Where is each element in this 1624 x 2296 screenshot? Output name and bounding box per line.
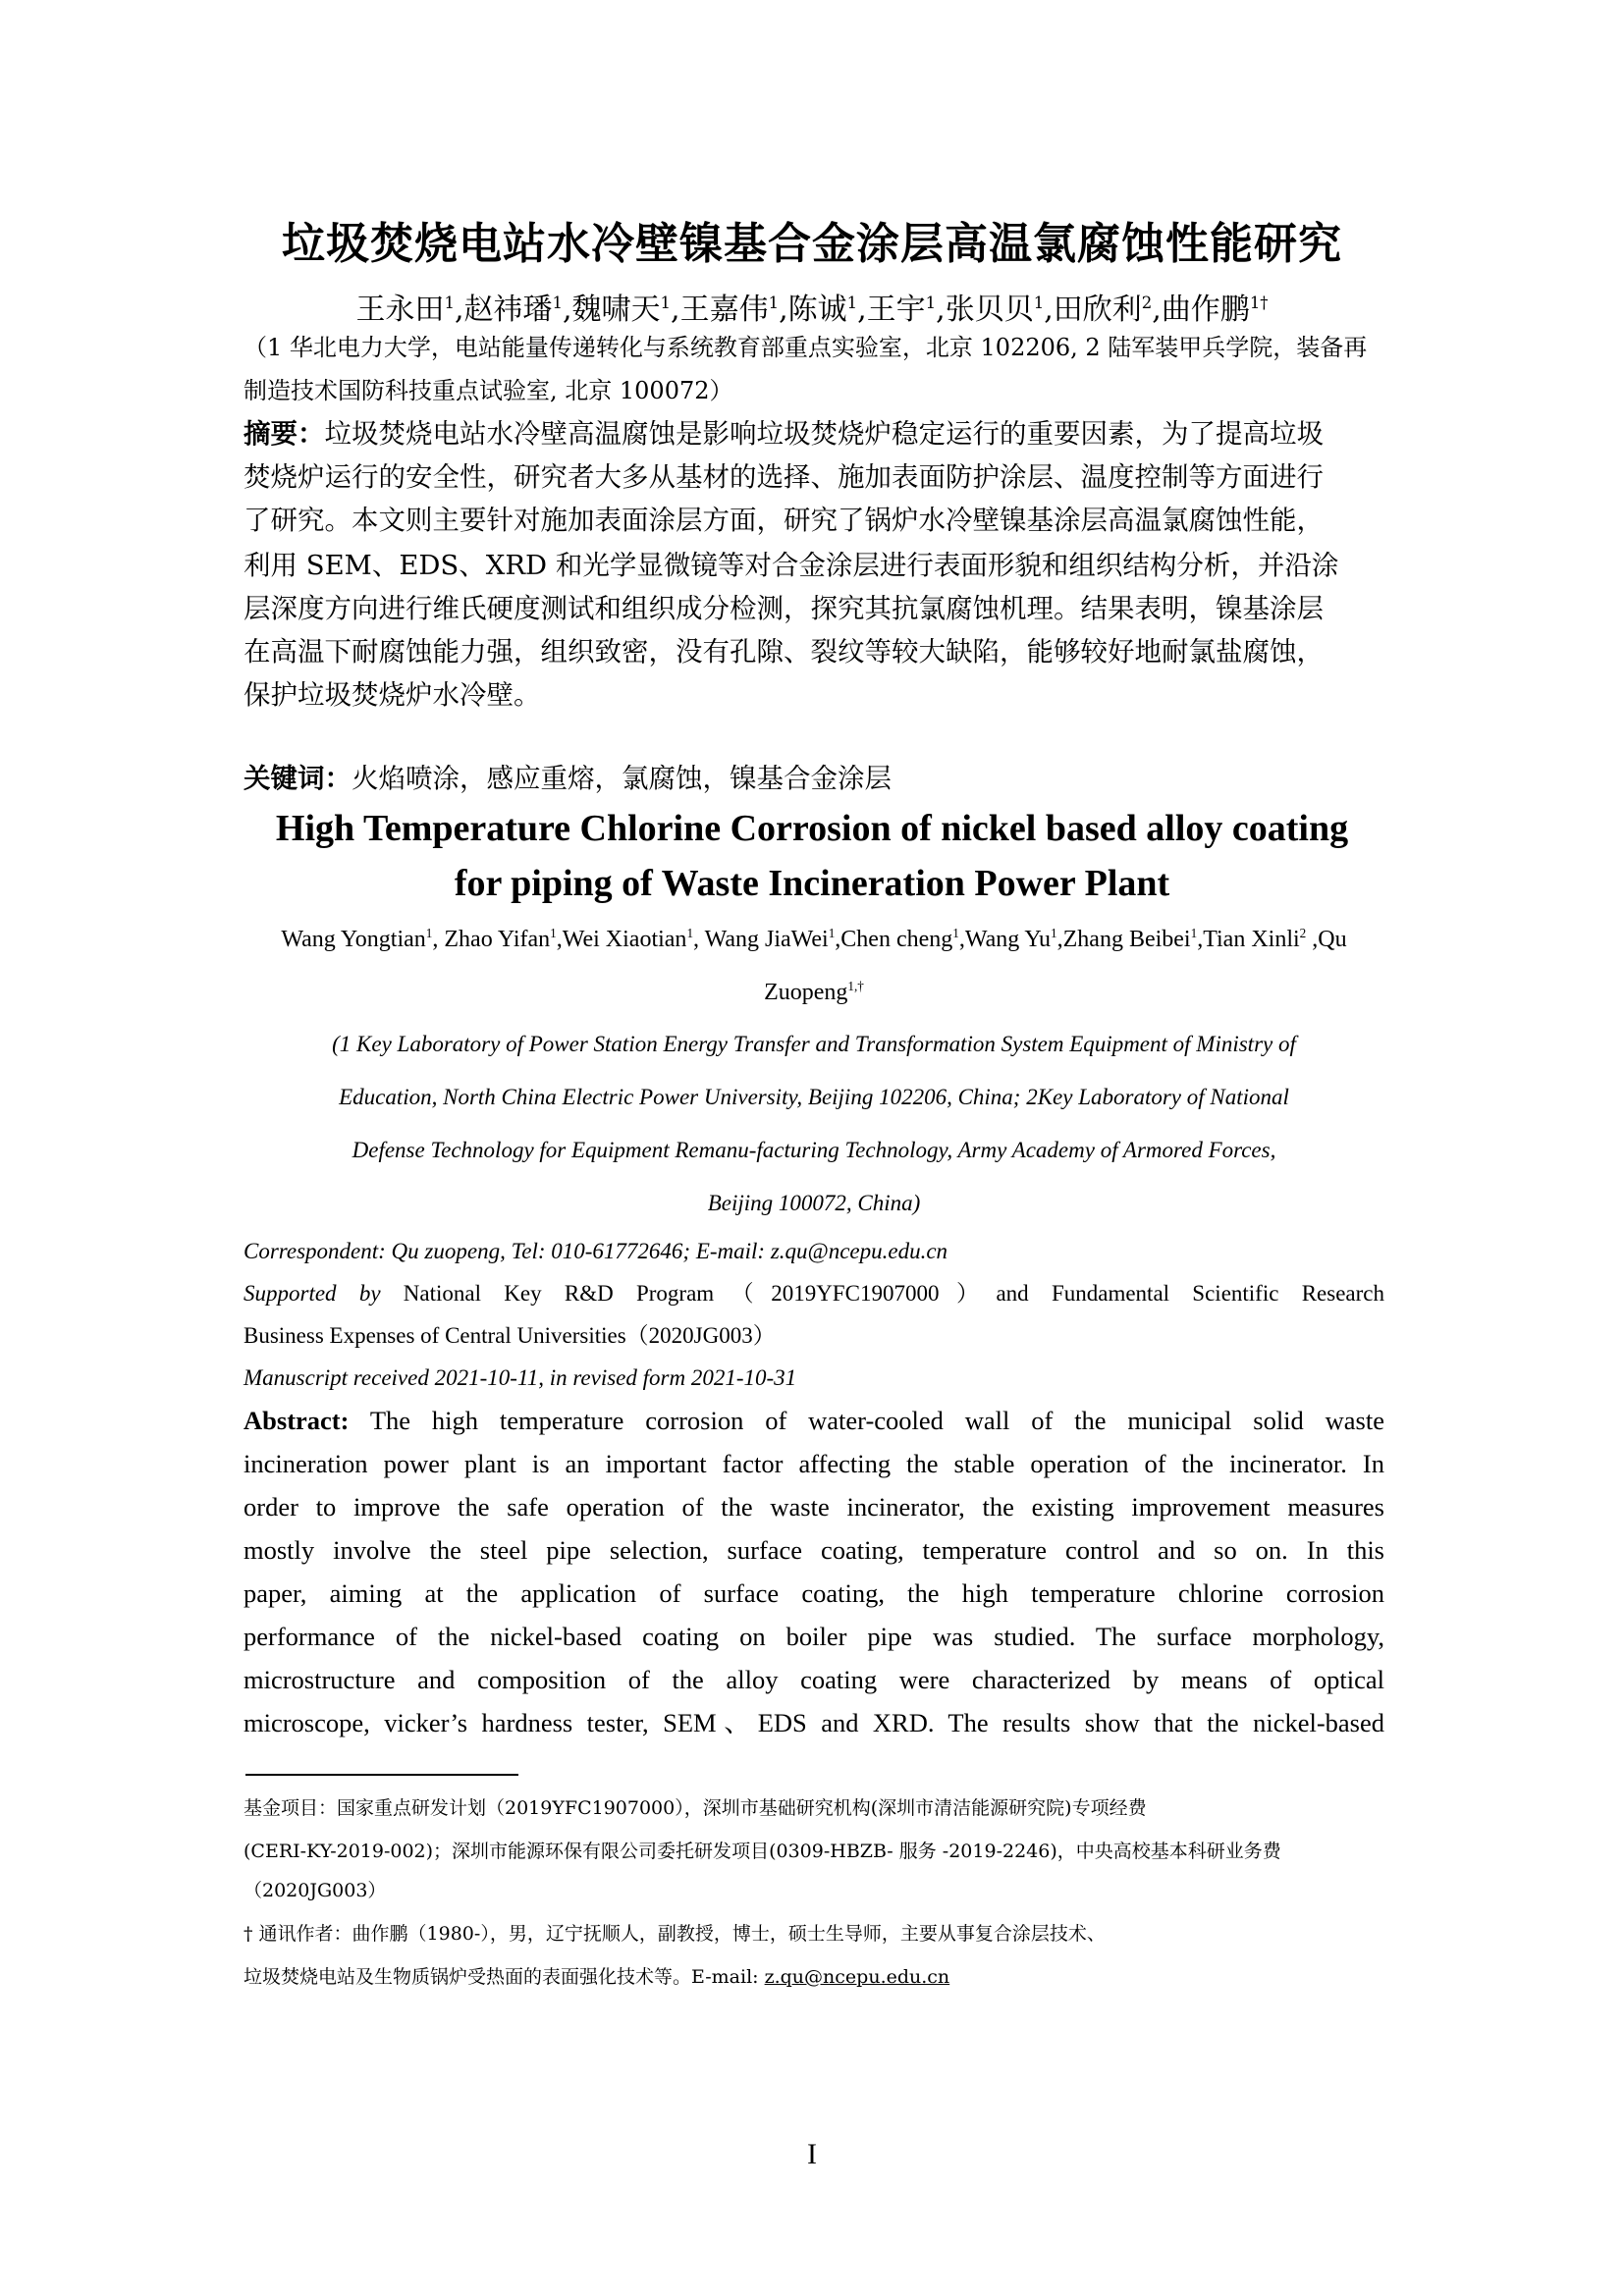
supported-text: National Key R&D Program（2019YFC1907000）and Fundamental Scientific Research [380,1281,1384,1306]
en-abstract-line: microscope, vicker’s hardness tester, SEM、EDS and XRD. The results show that the nickel-based [244,1708,1384,1737]
cn-affiliation-line: 制造技术国防科技重点试验室, 北京 100072） [244,377,733,404]
en-authors-line [244,913,1384,966]
en-title-line: High Temperature Chlorine Corrosion of nickel based alloy coating [275,808,1349,849]
en-author-sep: , [556,927,563,952]
en-author: Zhao Yifan [444,927,551,952]
en-author-sep: , [958,927,965,952]
manuscript-line: Manuscript received 2021-10-11, in revised form 2021-10-31 [244,1365,797,1390]
supported-line: Business Expenses of Central Universities（2020JG003） [244,1323,776,1348]
cn-abstract-label: 摘要： [244,418,325,450]
cn-author-sup: 1 [925,294,937,312]
en-abstract-label: Abstract: [244,1406,350,1435]
en-author-sup: 1 [550,926,557,940]
cn-author-sup: 1 [768,294,780,312]
en-abstract-line: microstructure and composition of the alloy coating were characterized by means of optical [244,1665,1384,1694]
en-author: Wang Yongtian [281,927,426,952]
en-author-sup: 1 [952,926,959,940]
en-author-sup: 1 [425,926,433,940]
cn-abstract-text: 垃圾焚烧电站水冷壁高温腐蚀是影响垃圾焚烧炉稳定运行的重要因素，为了提高垃圾 [324,418,1324,450]
cn-title: 垃圾焚烧电站水冷壁镍基合金涂层高温氯腐蚀性能研究 [282,219,1342,269]
en-abstract-line: performance of the nickel-based coating on boiler pipe was studied. The surface morphology, [244,1622,1384,1651]
cn-keywords [244,756,1382,795]
cn-author: 曲作鹏 [1161,293,1250,327]
cn-author: 张贝贝 [945,293,1034,327]
cn-abstract-line: 了研究。本文则主要针对施加表面涂层方面，研究了锅炉水冷壁镍基涂层高温氯腐蚀性能， [244,505,1324,536]
cn-author: 王宇 [866,293,926,327]
cn-abstract-line: 焚烧炉运行的安全性，研究者大多从基材的选择、施加表面防护涂层、温度控制等方面进行 [244,461,1324,493]
correspondent-line: Correspondent: Qu zuopeng, Tel: 010-61772646; E-mail: z.qu@ncepu.edu.cn [244,1239,948,1263]
fund-footnote-line: （2020JG003） [244,1880,387,1901]
en-authors-line [244,966,1384,1019]
en-affiliation-line: (1 Key Laboratory of Power Station Energy Transfer and Transformation System Equipment of Ministry of [332,1032,1296,1056]
cn-author-sup: 2 [1141,294,1153,312]
cn-author: 赵祎璠 [463,293,553,327]
supported-line [244,1272,1384,1315]
supported-label: Supported by [244,1281,381,1306]
email-link[interactable]: z.qu@ncepu.edu.cn [764,1966,950,1988]
en-author: Zhang Beibei [1062,927,1191,952]
en-author-sup: 1 [686,926,694,940]
cn-author-sup: 1 [846,294,858,312]
en-abstract-line: incineration power plant is an important factor affecting the stable operation of the incinerator. In [244,1449,1384,1478]
footnote-divider [245,1774,518,1776]
page-number: I [807,2138,817,2170]
en-author-sep: , [1197,927,1204,952]
cn-author: 魏啸天 [571,293,661,327]
cn-author-sup: 1 [1033,294,1045,312]
cn-abstract-line [244,416,1384,453]
en-affiliation-line: Education, North China Electric Power University, Beijing 102206, China; 2Key Laboratory of National [339,1085,1289,1109]
fund-footnote-line: 基金项目：国家重点研发计划（2019YFC1907000），深圳市基础研究机构(深圳市清洁能源研究院)专项经费 [244,1797,1147,1819]
correspondence-footnote-line: † 通讯作者：曲作鹏（1980-），男，辽宁抚顺人，副教授，博士，硕士生导师，主要从事复合涂层技术、 [244,1923,1106,1945]
en-author-sep: , [1056,927,1063,952]
en-author-sup: 1 [1051,926,1057,940]
en-affiliation-line: Beijing 100072, China) [707,1191,921,1215]
cn-abstract-line: 在高温下耐腐蚀能力强，组织致密，没有孔隙、裂纹等较大缺陷，能够较好地耐氯盐腐蚀， [244,636,1324,667]
cn-author: 王永田 [355,293,445,327]
en-abstract-text: The high temperature corrosion of water-cooled wall of the municipal solid waste [349,1406,1384,1435]
cn-affiliation-line: （1 华北电力大学，电站能量传递转化与系统教育部重点实验室，北京 102206, 2 陆军装甲兵学院，装备再 [244,334,1368,361]
cn-abstract-line: 保护垃圾焚烧炉水冷壁。 [244,679,541,711]
correspondence-footnote-line [244,1957,1384,1997]
cn-author-sup: 1 [660,294,672,312]
en-author: Qu [1318,927,1347,952]
en-author: Wei Xiaotian [562,927,687,952]
en-author-sep: , [432,927,445,952]
cn-abstract-line: 利用 SEM、EDS、XRD 和光学显微镜等对合金涂层进行表面形貌和组织结构分析，并沿涂 [244,550,1339,581]
en-abstract-line: paper, aiming at the application of surface coating, the high temperature chlorine corrosion [244,1578,1384,1608]
cn-keywords-text: 火焰喷涂，感应重熔，氯腐蚀，镍基合金涂层 [352,763,892,794]
cn-author-sup: 1 [444,294,455,312]
en-affiliation-line: Defense Technology for Equipment Remanu-facturing Technology, Army Academy of Armored Forces, [352,1138,1276,1162]
en-author: Wang Yu [964,927,1052,952]
en-author-sup: 1,† [847,979,864,993]
en-abstract-line [244,1399,1384,1443]
correspondence-footnote-text: 垃圾焚烧电站及生物质锅炉受热面的表面强化技术等。E-mail: [244,1966,765,1988]
cn-author-sup: 1† [1249,294,1269,312]
en-abstract-line: mostly involve the steel pipe selection, surface coating, temperature control and so on. In this [244,1535,1384,1565]
cn-authors: 王永田$^1$,赵祎璠$^1$,魏啸天$^1$,王嘉伟$^1$,陈诚$^1$,王宇$^1$,张贝贝$^1$,田欣利$^2$,曲作鹏$^{1\dagger}$ [355,293,1269,327]
en-author-sup: 1 [1190,926,1198,940]
cn-abstract-line: 层深度方向进行维氏硬度测试和组织成分检测，探究其抗氯腐蚀机理。结果表明，镍基涂层 [244,593,1324,624]
fund-footnote-line: (CERI-KY-2019-002)；深圳市能源环保有限公司委托研发项目(0309-HBZB- 服务 -2019-2246)，中央高校基本科研业务费 [244,1841,1281,1862]
en-author-sep: , [835,927,841,952]
en-abstract-line: order to improve the safe operation of the waste incinerator, the existing improvement measures [244,1492,1384,1522]
en-author: Tian Xinli [1203,927,1300,952]
en-author-sep: , [693,927,705,952]
en-title-line: for piping of Waste Incineration Power Plant [454,863,1170,904]
cn-author-sup: 1 [552,294,563,312]
en-author: Chen cheng [840,927,953,952]
cn-keywords-label: 关键词： [244,763,352,794]
cn-author: 王嘉伟 [679,293,769,327]
en-author: Zuopeng [764,980,848,1005]
en-author-sep: , [1306,927,1319,952]
en-author: Wang JiaWei [704,927,829,952]
cn-author: 田欣利 [1053,293,1142,327]
en-author-sup: 1 [828,926,836,940]
en-author-sup: 2 [1299,926,1307,940]
cn-author: 陈诚 [787,293,847,327]
